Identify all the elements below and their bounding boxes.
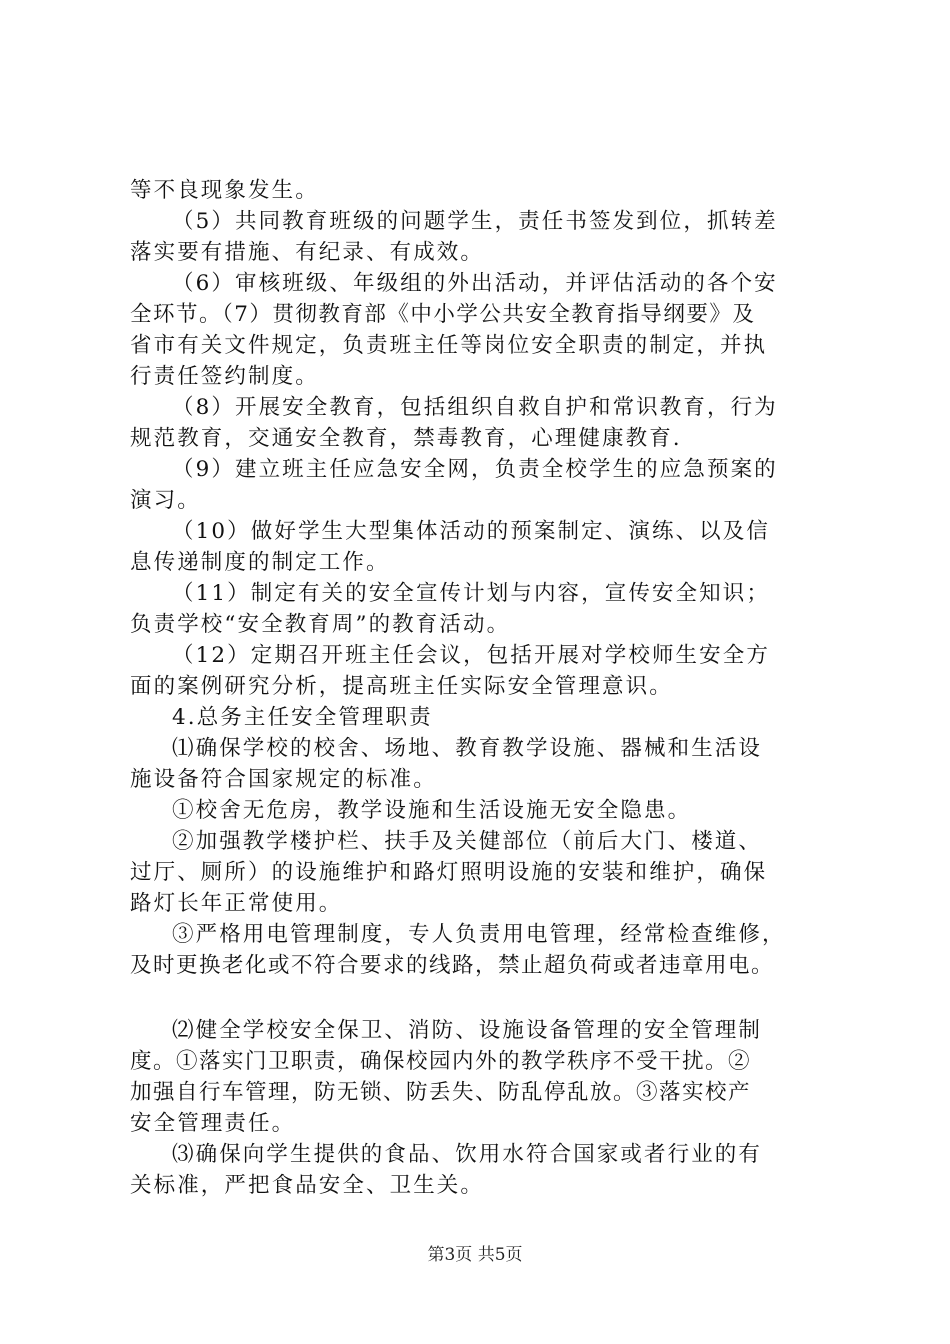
text-line: 演习。 [130, 488, 201, 513]
text-line: （10）做好学生大型集体活动的预案制定、演练、以及信 [172, 519, 770, 544]
page-number-footer: 第3页 共5页 [427, 1245, 523, 1265]
text-line: 行责任签约制度。 [130, 364, 319, 389]
section-heading: 4.总务主任安全管理职责 [172, 705, 433, 730]
text-line: 加强自行车管理，防无锁、防丢失、防乱停乱放。③落实校产 [130, 1080, 752, 1105]
text-line: ①校舍无危房，教学设施和生活设施无安全隐患。 [172, 798, 692, 823]
text-line: 安全管理责任。 [130, 1111, 296, 1136]
text-line: （11）制定有关的安全宣传计划与内容，宣传安全知识； [172, 581, 770, 606]
text-line: ③严格用电管理制度，专人负责用电管理，经常检查维修， [172, 922, 786, 947]
text-line: （6）审核班级、年级组的外出活动，并评估活动的各个安 [172, 271, 778, 296]
text-line: 及时更换老化或不符合要求的线路，禁止超负荷或者违章用电。 [130, 953, 775, 978]
text-line: （12）定期召开班主任会议，包括开展对学校师生安全方 [172, 643, 770, 668]
text-line: 负责学校“安全教育周”的教育活动。 [130, 612, 511, 637]
text-line: ⑵健全学校安全保卫、消防、设施设备管理的安全管理制 [172, 1018, 763, 1043]
text-line: 全环节。（7）贯彻教育部《中小学公共安全教育指导纲要》及 [130, 302, 756, 327]
text-line: 省市有关文件规定，负责班主任等岗位安全职责的制定，并执 [130, 333, 768, 358]
text-line: 施设备符合国家规定的标准。 [130, 767, 437, 792]
text-line: 过厅、厕所）的设施维护和路灯照明设施的安装和维护，确保 [130, 860, 768, 885]
text-line: （9）建立班主任应急安全网，负责全校学生的应急预案的 [172, 457, 778, 482]
text-line: ⑶确保向学生提供的食品、饮用水符合国家或者行业的有 [172, 1142, 763, 1167]
text-line: （8）开展安全教育，包括组织自救自护和常识教育，行为 [172, 395, 778, 420]
text-line: （5）共同教育班级的问题学生，责任书签发到位，抓转差 [172, 209, 778, 234]
text-line: 关标准，严把食品安全、卫生关。 [130, 1173, 485, 1198]
text-line: 面的案例研究分析，提高班主任实际安全管理意识。 [130, 674, 673, 699]
text-line: 等不良现象发生。 [130, 178, 319, 203]
text-line: 路灯长年正常使用。 [130, 891, 343, 916]
text-line: 度。①落实门卫职责，确保校园内外的教学秩序不受干扰。② [130, 1049, 752, 1074]
text-line: 规范教育，交通安全教育，禁毒教育，心理健康教育. [130, 426, 682, 451]
text-line: ⑴确保学校的校舍、场地、教育教学设施、器械和生活设 [172, 736, 763, 761]
text-line: ②加强教学楼护栏、扶手及关健部位（前后大门、楼道、 [172, 829, 763, 854]
text-line: 落实要有措施、有纪录、有成效。 [130, 240, 485, 265]
text-line: 息传递制度的制定工作。 [130, 550, 390, 575]
